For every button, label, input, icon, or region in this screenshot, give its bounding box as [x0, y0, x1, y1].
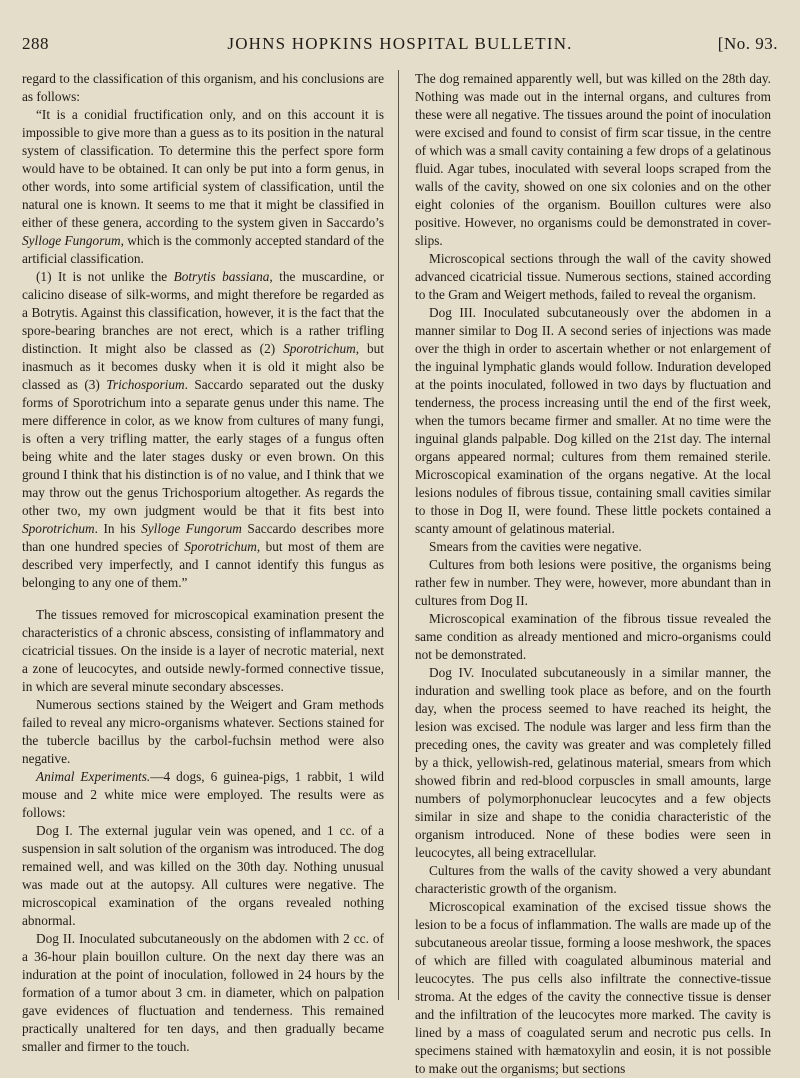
paragraph: [415, 664, 771, 862]
text-run: Dog III. Inoculated subcutaneously over the abdomen in a manner similar to Dog II. A second series of injections was made over the thigh in order to ascertain whether or not enlargement of the inguinal lymphatic glands would follow. Induration developed at the points inoculated, followed in two days by fluctuation and tenderness, the process increasing until the end of the first week, when the tumors became firmer and smaller. At no time were the inguinal glands palpable. Dog killed on the 21st day. The internal organs appeared normal; cultures from them remained sterile. Microscopical examination of the organs negative. At the local lesions nodules of fibrous tissue, containing small cavities similar to those in Dog II, were found. These little pockets contained a scanty amount of gelatinous material.: [415, 305, 771, 536]
italic-text: Trichosporium: [106, 377, 185, 392]
paragraph: [415, 610, 771, 664]
italic-text: Sporotrichum: [184, 539, 257, 554]
text-run: (1) It is not unlike the: [36, 269, 174, 284]
text-run: Dog II. Inoculated subcutaneously on the abdomen with 2 cc. of a 36-hour plain bouillon culture. On the next day there was an induration at the point of inoculation, followed in 24 hours by the formation of a tumor about 3 cm. in diameter, which on palpation gave evidences of fluctuation and tenderness. This remained practically unaltered for ten days, and then gradually became smaller and firmer to the touch.: [22, 931, 384, 1054]
italic-text: Animal Experiments.: [36, 769, 151, 784]
paragraph: [415, 538, 771, 556]
italic-text: Sporotrichum: [22, 521, 95, 536]
text-run: . In his: [94, 521, 142, 536]
text-run: . Saccardo separated out the dusky forms of Sporotrichum into a separate genus under this name. The mere difference in color, as we know from cultures of many fungi, is often a very trifling matter, the early stages of a fungus often being white and the later stages dusky or even brown. On this ground I think that his distinction is of no value, and I think that we may throw out the genus Trichosporium altogether. As regards the other two, my own judgment would be that it fits best into: [22, 377, 384, 518]
paragraph: [415, 304, 771, 538]
text-run: The dog remained apparently well, but was killed on the 28th day. Nothing was made out in the internal organs, and cultures from these were all negative. The tissues around the point of inoculation were excised and found to consist of firm scar tissue, in the centre of which was a small cavity containing a few drops of a gelatinous fluid. Agar tubes, inoculated with several loops scraped from the walls of the cavity, showed on one six colonies and on the other eight colonies of the organism. Bouillon cultures were also positive. However, no organisms could be demonstrated in cover-slips.: [415, 71, 771, 248]
paragraph: [415, 70, 771, 250]
text-run: Cultures from both lesions were positive, the organisms being rather few in number. They were, however, more abundant than in cultures from Dog II.: [415, 557, 771, 608]
paragraph: [415, 556, 771, 610]
paragraph: [22, 822, 384, 930]
column-divider: [398, 70, 399, 1000]
paragraph: [22, 768, 384, 822]
issue-number: [No. 93.: [717, 34, 778, 53]
paragraph: [22, 606, 384, 696]
right-column: [415, 70, 771, 1076]
italic-text: Sylloge Fungorum: [22, 233, 121, 248]
text-run: , which is the commonly accepted standard of the artificial classification.: [22, 233, 384, 266]
italic-text: Botrytis bassiana: [173, 269, 270, 284]
text-run: Cultures from the walls of the cavity showed a very abundant characteristic growth of the organism.: [415, 863, 771, 896]
text-run: Dog I. The external jugular vein was opened, and 1 cc. of a suspension in salt solution of the organism was introduced. The dog remained well, and was killed on the 30th day. Nothing unusual was made out at the autopsy. All cultures were negative. The microscopical examination of the organs revealed nothing abnormal.: [22, 823, 384, 928]
paragraph: [22, 268, 384, 592]
text-run: The tissues removed for microscopical examination present the characteristics of a chronic abscess, consisting of inflammatory and cicatricial tissues. On the inside is a layer of necrotic material, next a zone of leucocytes, and outside newly-formed connective tissue, in which are several minute secondary abscesses.: [22, 607, 384, 694]
text-run: Microscopical examination of the excised tissue shows the lesion to be a focus of inflammation. The walls are made up of the subcutaneous areolar tissue, forming a loose meshwork, the spaces of which are filled with coagulated albuminous material and leucocytes. The pus cells also infiltrate the connective-tissue stroma. At the edges of the cavity the connective tissue is denser and the infiltration of the leucocytes more marked. The cavity is lined by a mass of coagulated serum and necrotic pus cells. In specimens stained with hæmatoxylin and eosin, it is not possible to make out the organisms; but sections: [415, 899, 771, 1076]
page-number: 288: [22, 34, 49, 53]
paragraph: [22, 930, 384, 1056]
text-run: , the muscardine, or calicino disease of silk-worms, and might therefore be regarded as a Botrytis. Against this classification, however, it is the fact that the spore-bearing branches are not erect, which is a rather trifling distinction. It might also be classed as (2): [22, 269, 384, 356]
text-run: regard to the classification of this organism, and his conclusions are as follows:: [22, 71, 384, 104]
italic-text: Sylloge Fungorum: [141, 521, 242, 536]
text-run: Microscopical examination of the fibrous tissue revealed the same condition as already mentioned and micro-organisms could not be demonstrated.: [415, 611, 771, 662]
paragraph: [22, 70, 384, 106]
journal-title: JOHNS HOPKINS HOSPITAL BULLETIN.: [227, 34, 573, 53]
paragraph: [415, 898, 771, 1078]
text-run: Dog IV. Inoculated subcutaneously in a similar manner, the induration and swelling took place as before, and on the fourth day, when the process seemed to have reached its height, the lesion was excised. The nodule was larger and less firm than the preceding ones, the cavity was greater and was completely filled by a thick, yellowish-red, gelatinous material, smears from which showed fibrin and red-blood corpuscles in small amounts, large numbers of polymorphonuclear leucocytes and a few objects similar in size and shape to the conidia characteristic of the organism introduced. None of these bodies were seen in leucocytes, all being extracellular.: [415, 665, 771, 860]
text-run: Microscopical sections through the wall of the cavity showed advanced cicatricial tissue. Numerous sections, stained according to the Gram and Weigert methods, failed to reveal the organism.: [415, 251, 771, 302]
text-run: Smears from the cavities were negative.: [429, 539, 642, 554]
text-run: —4 dogs, 6 guinea-pigs, 1 rabbit, 1 wild mouse and 2 white mice were employed. The results were as follows:: [22, 769, 384, 820]
text-run: “It is a conidial fructification only, and on this account it is impossible to give more than a guess as to its position in the natural system of classification. To determine this the perfect spore form would have to be obtained. It can only be put into a form genus, in other words, into some artificial system of classification, until the natural one is known. It seems to me that it might be classified in either of these genera, according to the system given in Saccardo’s: [22, 107, 384, 230]
text-run: Numerous sections stained by the Weigert and Gram methods failed to reveal any micro-organisms whatever. Sections stained for the tubercle bacillus by the carbol-fuchsin method were also negative.: [22, 697, 384, 766]
text-run: Saccardo describes more than one hundred species of: [22, 521, 384, 554]
page-header: [22, 34, 778, 58]
paragraph: [22, 696, 384, 768]
italic-text: Sporotrichum: [283, 341, 356, 356]
paragraph: [22, 106, 384, 268]
paragraph: [415, 862, 771, 898]
text-run: , but most of them are described very imperfectly, and I cannot identify this fungus as belonging to any one of them.”: [22, 539, 384, 590]
left-column: [22, 70, 384, 1054]
paragraph: [415, 250, 771, 304]
text-run: , but inasmuch as it becomes dusky when it is old it might also be classed as (3): [22, 341, 384, 392]
